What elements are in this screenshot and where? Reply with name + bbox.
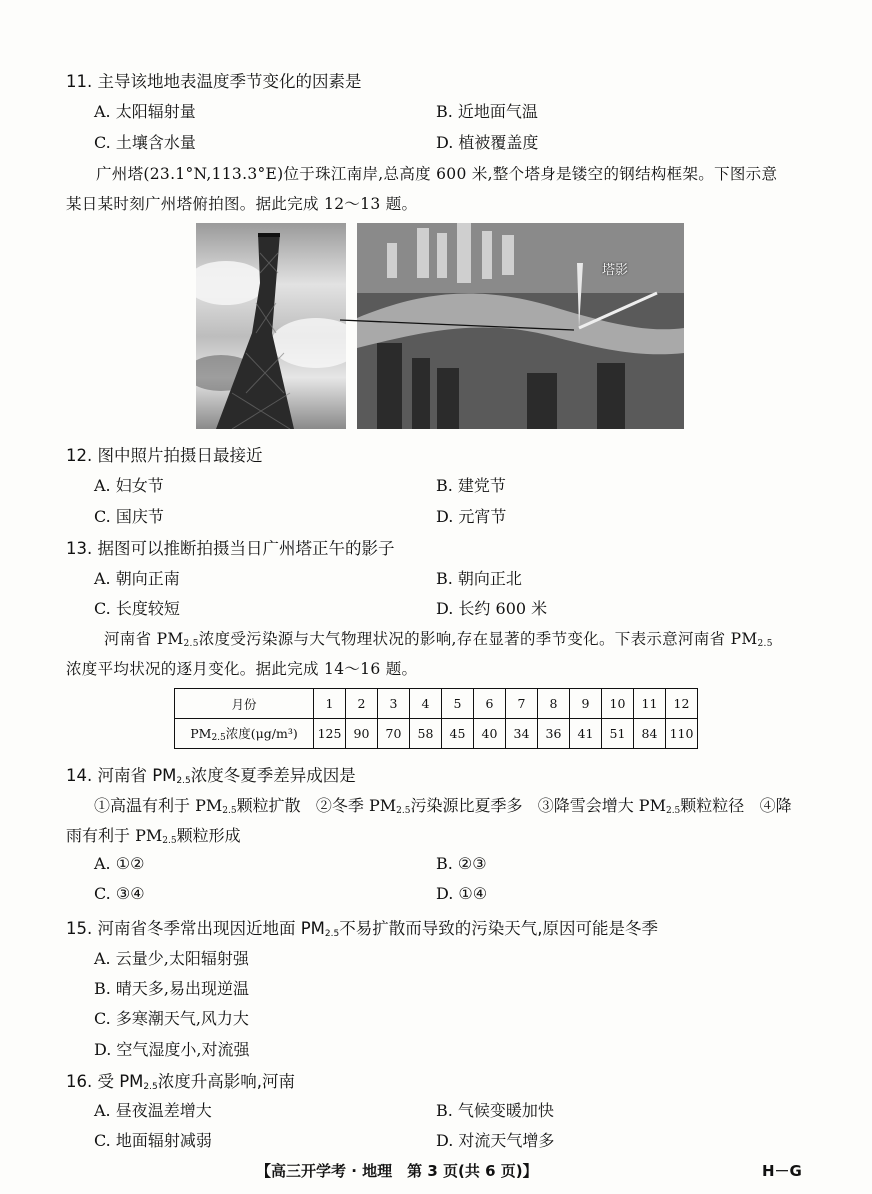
q13-option-a: A. 朝向正南: [94, 569, 180, 588]
intro2-line2: 浓度平均状况的逐月变化。据此完成 14～16 题。: [66, 660, 418, 678]
shadow-label: 塔影: [602, 263, 629, 278]
q13-option-b: B. 朝向正北: [436, 569, 522, 588]
table-value-cell: 51: [602, 719, 634, 749]
q12-option-d: D. 元宵节: [436, 507, 507, 526]
q11-option-d: D. 植被覆盖度: [436, 133, 539, 152]
table-month-cell: 6: [474, 689, 506, 719]
intro1-line1: 广州塔(23.1°N,113.3°E)位于珠江南岸,总高度 600 米,整个塔身是镂空的钢结构框架。下图示意: [96, 165, 778, 183]
q14-statements-line1: [94, 793, 792, 816]
table-value-cell: 34: [506, 719, 538, 749]
q11-option-b: B. 近地面气温: [436, 102, 538, 121]
table-value-cell: 40: [474, 719, 506, 749]
q12-option-a: A. 妇女节: [94, 476, 164, 495]
table-value-cell: 110: [666, 719, 698, 749]
table-header-month: 月份: [175, 689, 314, 719]
q11-option-c: C. 土壤含水量: [94, 133, 196, 152]
q16-option-b: B. 气候变暖加快: [436, 1101, 554, 1120]
connector-line: [338, 300, 578, 340]
table-value-cell: 45: [442, 719, 474, 749]
table-month-cell: 10: [602, 689, 634, 719]
q15-stem: 15. 河南省冬季常出现因近地面 $PM_{2.5}$不易扩散而导致的污染天气,原因可能是冬季: [66, 919, 658, 939]
table-value-cell: 84: [634, 719, 666, 749]
q14-option-d: D. ①④: [436, 884, 488, 903]
q12-stem: 12. 图中照片拍摄日最接近: [66, 446, 263, 465]
table-month-cell: 3: [378, 689, 410, 719]
table-month-cell: 12: [666, 689, 698, 719]
q15-option-a: A. 云量少,太阳辐射强: [94, 949, 249, 968]
q13-stem: 13. 据图可以推断拍摄当日广州塔正午的影子: [66, 539, 395, 558]
q13-option-d: D. 长约 600 米: [436, 599, 548, 618]
table-month-cell: 2: [346, 689, 378, 719]
intro1-line2: 某日某时刻广州塔俯拍图。据此完成 12～13 题。: [66, 195, 418, 213]
table-value-cell: 70: [378, 719, 410, 749]
page-footer: 【高三开学考 · 地理 第 3 页(共 6 页)】: [256, 1162, 538, 1180]
q16-option-a: A. 昼夜温差增大: [94, 1101, 212, 1120]
table-row-values: [175, 719, 698, 749]
q14-stem: 14. 河南省 $PM_{2.5}$浓度冬夏季差异成因是: [66, 766, 356, 786]
q12-option-b: B. 建党节: [436, 476, 506, 495]
table-value-cell: 125: [314, 719, 346, 749]
table-month-cell: 11: [634, 689, 666, 719]
q12-option-c: C. 国庆节: [94, 507, 164, 526]
pm25-table: [174, 688, 698, 749]
q11-option-a: A. 太阳辐射量: [94, 102, 196, 121]
tower-photo: [196, 223, 346, 429]
q14-option-b: B. ②③: [436, 854, 487, 873]
q14-statement-3: ③降雪会增大 $PM_{2.5}$颗粒粒径: [537, 796, 745, 816]
q14-statements-line2: 雨有利于 $PM_{2.5}$颗粒形成: [66, 826, 241, 846]
table-month-cell: 1: [314, 689, 346, 719]
table-value-cell: 58: [410, 719, 442, 749]
table-month-cell: 8: [538, 689, 570, 719]
intro2-line1: 河南省 $PM_{2.5}$浓度受污染源与大气物理状况的影响,存在显著的季节变化。下表示意河南省 $PM_{2.5}$: [104, 630, 773, 649]
table-month-cell: 5: [442, 689, 474, 719]
q15-option-b: B. 晴天多,易出现逆温: [94, 979, 250, 998]
q14-option-a: A. ①②: [94, 854, 145, 873]
table-row-months: [175, 689, 698, 719]
table-value-cell: 90: [346, 719, 378, 749]
table-value-cell: 41: [570, 719, 602, 749]
table-month-cell: 9: [570, 689, 602, 719]
table-header-concentration: $PM_{2.5}$浓度(μg/m³): [175, 719, 314, 749]
table-value-cell: 36: [538, 719, 570, 749]
q14-statement-1: ①高温有利于 $PM_{2.5}$颗粒扩散: [94, 796, 301, 816]
q15-option-c: C. 多寒潮天气,风力大: [94, 1009, 249, 1028]
q14-statement-2: ②冬季 $PM_{2.5}$污染源比夏季多: [315, 796, 523, 816]
table-month-cell: 7: [506, 689, 538, 719]
table-month-cell: 4: [410, 689, 442, 719]
tower-illustration: [196, 223, 346, 429]
q14-option-c: C. ③④: [94, 884, 145, 903]
q13-option-c: C. 长度较短: [94, 599, 180, 618]
q16-option-d: D. 对流天气增多: [436, 1131, 555, 1150]
q16-stem: 16. 受 $PM_{2.5}$浓度升高影响,河南: [66, 1072, 295, 1092]
paper-code: H－G: [762, 1162, 802, 1180]
q11-stem: 11. 主导该地地表温度季节变化的因素是: [66, 72, 362, 91]
q15-option-d: D. 空气湿度小,对流强: [94, 1040, 250, 1059]
q14-statement-4-start: ④降: [759, 796, 792, 815]
q16-option-c: C. 地面辐射减弱: [94, 1131, 212, 1150]
